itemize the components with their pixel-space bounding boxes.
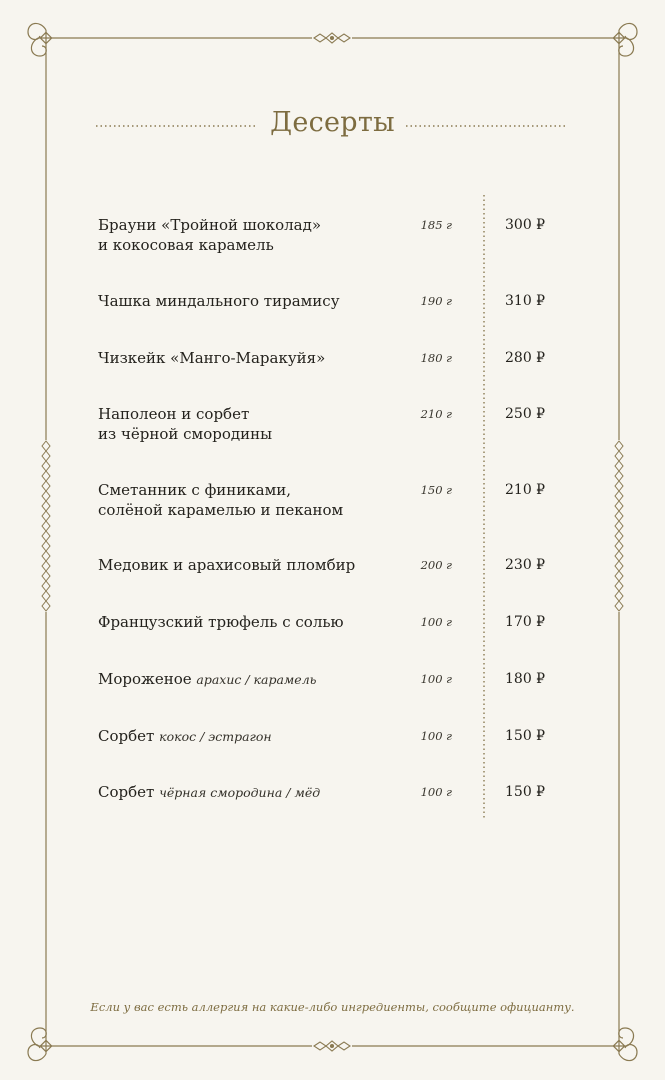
item-name-text: Мороженое	[98, 670, 192, 688]
item-name-line: Чашка миндального тирамису	[98, 292, 340, 310]
item-price: 300 ₽	[505, 217, 546, 233]
allergy-note: Если у вас есть аллергия на какие-либо ингредиенты, сообщите официанту.	[90, 1000, 575, 1014]
item-flavor-note: чёрная смородина / мёд	[159, 785, 321, 800]
item-name-line: Французский трюфель с солью	[98, 613, 344, 631]
item-name-text: Сорбет	[98, 783, 155, 801]
item-name-line: Чизкейк «Манго-Маракуйя»	[98, 349, 326, 367]
item-price: 250 ₽	[505, 406, 546, 422]
item-name-line	[98, 669, 418, 690]
item-name	[98, 782, 418, 803]
item-name	[98, 215, 418, 255]
item-name-line: и кокосовая карамель	[98, 236, 274, 254]
item-price: 180 ₽	[505, 671, 546, 687]
item-name	[98, 612, 418, 632]
item-flavor-note: арахис / карамель	[196, 672, 317, 687]
item-name	[98, 404, 418, 444]
item-name	[98, 291, 418, 311]
item-name	[98, 726, 418, 747]
item-price: 170 ₽	[505, 614, 546, 630]
item-name-text: Сорбет	[98, 727, 155, 745]
item-name-line: Брауни «Тройной шоколад»	[98, 216, 322, 234]
item-price: 150 ₽	[505, 784, 546, 800]
item-weight: 150 г	[420, 483, 452, 497]
item-weight: 100 г	[420, 615, 452, 629]
item-name-line	[98, 726, 418, 747]
item-name-line: Наполеон и сорбет	[98, 405, 250, 423]
item-name-line: Сметанник с финиками,	[98, 481, 292, 499]
item-price: 210 ₽	[505, 482, 546, 498]
item-name-line: Медовик и арахисовый пломбир	[98, 556, 356, 574]
item-price: 310 ₽	[505, 293, 546, 309]
item-weight: 100 г	[420, 672, 452, 686]
item-name-line: солёной карамелью и пеканом	[98, 501, 344, 519]
item-price: 230 ₽	[505, 557, 546, 573]
item-name-line: из чёрной смородины	[98, 425, 273, 443]
page-title: Десерты	[270, 107, 395, 138]
item-weight: 190 г	[420, 294, 452, 308]
item-name	[98, 555, 418, 575]
item-name	[98, 348, 418, 368]
item-weight: 210 г	[420, 407, 452, 421]
item-weight: 180 г	[420, 351, 452, 365]
item-weight: 200 г	[420, 558, 452, 572]
item-weight: 100 г	[420, 729, 452, 743]
item-weight: 100 г	[420, 785, 452, 799]
item-weight: 185 г	[420, 218, 452, 232]
item-name	[98, 669, 418, 690]
item-flavor-note: кокос / эстрагон	[159, 729, 272, 744]
item-name	[98, 480, 418, 520]
item-price: 150 ₽	[505, 728, 546, 744]
item-name-line	[98, 782, 418, 803]
item-price: 280 ₽	[505, 350, 546, 366]
